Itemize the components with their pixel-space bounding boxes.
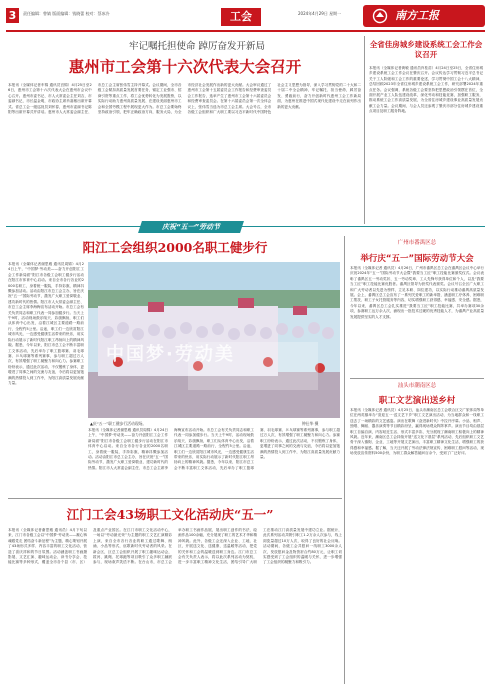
issue-date: 2024年4月29日 星期一 bbox=[298, 11, 342, 16]
sidebar-body: 本报讯（全媒体记者黄敏 通讯员肖桂苗）4月24日至25日，全省住房城乡建设系统工会工作会议在肇庆召开。会议传达学习贯彻习近平总书记关于工人阶级和工会工作的重要论述，学习贯彻中国工会十八大精神，总结回顾2023年全省住房城乡建设系统工会工作，研究部署2024年重点任务。会议强调，系统各级工会要坚持把思想政治引领摆在首位，全面开展产业工人队伍建设改革，深化劳动和技能竞赛，加强职工服务，推动系统工会工作高质量发展，为全省住房城乡建设事业高质量发展贡献工会力量。会议期间，与会人员还参观了肇庆市部分住房城乡建设重点项目及职工服务阵地。 bbox=[369, 66, 483, 114]
article-divider-jiangmen bbox=[8, 498, 342, 499]
lead-headline: 惠州市工会第十六次代表大会召开 bbox=[68, 57, 302, 76]
jiangmen-headline: 江门工会43场职工文化活动庆“五一” bbox=[66, 507, 274, 522]
article-divider bbox=[350, 378, 484, 379]
newspaper-logo-icon bbox=[372, 8, 388, 24]
photo-caption: ▲庆“五一”职工健步行活动现场。 bbox=[90, 421, 147, 426]
editor-credits: 责任编辑：曾婧 版面编辑：钱晓蕾 校对：蔡冰冷 bbox=[23, 11, 110, 16]
lead-subtitle: 牢记嘱托担使命 踔厉奋发开新局 bbox=[128, 41, 266, 52]
column-divider bbox=[364, 36, 365, 224]
guangzhou-kicker: 广州市番禺区总 bbox=[397, 240, 437, 246]
guangzhou-headline: 举行庆“五一”国际劳动节大会 bbox=[360, 254, 474, 264]
banner-text: 庆祝“五一”劳动节 bbox=[161, 223, 221, 231]
rally-photo bbox=[88, 262, 340, 418]
guangzhou-body: 本报讯（全媒体记者 通讯员）4月26日，广州市番禺区总工会在番禺区会议中心举行庆祝2024年“五一”国际劳动节大会暨“我要当工匠”职工技能比赛颁奖仪式。会议表彰了番禺区五一劳动奖状、五一劳动奖章、工人先锋号获得单位和个人，以及“我要当工匠”职工技能比赛优胜者。番禺区领导为获奖代表颁奖。会议号召全区广大职工和广大劳动者以先进为榜样，立足本职、岗位建功，以实际行动推动番禺高质量发展。会上，番禺区总工会宣布了一系列关爱职工的新举措，涵盖职工疗休养、困难职工帮扶、职工子女托管服务等内容，切实增强职工获得感、幸福感、安全感。据悉，今年以来，番禺区总工会扎实推进“我要当工匠”职工技能比赛，共举办赛项30余项，参赛职工达万余人次，涌现出一批技术过硬的优秀技能人才，为番禺产业高质量发展提供坚实的人才支撑。 bbox=[350, 266, 484, 319]
shantou-headline: 职工文艺演出送乡村 bbox=[378, 396, 456, 406]
banner-rule bbox=[6, 226, 485, 227]
shantou-body: 本报讯（全媒体记者 通讯员）4月25日，汕头市潮南区总工会联合区文广旅体局等单位在两英镇举办“喜迎五一·送文艺下乡”职工文艺演出活动，为当地群众和一线职工送去了一场精彩的文艺盛宴。演出在歌舞《奋进新时代》中拉开序幕。小品、相声、独唱、舞蹈、器乐演奏等节目精彩纷呈，赢得现场观众阵阵掌声。演出节目均由基层职工自编自演，内容贴近生活、形式丰富多彩，充分展现了潮南职工积极向上的精神风貌。近年来，潮南区总工会持续开展“送文化下基层”系列活动，先后组织职工文艺骨干深入镇街、企业、工地等开展文艺演出，丰富职工精神文化生活，增强职工的获得感和幸福感。据了解，当天还开展了劳动法律法规宣传、困难职工慰问等活动，现场发放宣传资料500余份，为职工群众解答疑问百余个，受到了广泛好评。 bbox=[350, 408, 484, 456]
jiangmen-body: 本报讯（全媒体记者谢思雅 通讯员）4月下旬以来，江门市各级工会以“中国梦·劳动美——凝心铸魂跟党走 团结奋斗新征程”为主题，精心策划开展了43场形式多样、内容丰富的职工文化活动，营造了喜庆祥和的节日氛围。活动涵盖职工书画摄影展、文艺汇演、趣味运动会、读书分享会、技能比赛等多种形式，覆盖全市各个县（市、区）及重点产业园区。在江门市职工文化活动中心，一场以“劳动最光荣”为主题的职工文艺汇演精彩上演，来自全市各行各业的职工通过歌舞、朗诵、小品等形式，讴歌新时代劳动者的风采。在新会区，区总工会组织开展了职工趣味运动会，拔河、跳绳、托球跑等项目吸引了众多职工踊跃参与，现场欢声笑语不断。在台山市，市总工会举办职工书画作品展，展出职工创作的书法、绘画作品100余幅，充分展现了职工的艺术才华和精神风貌。此外，各级工会还深入企业、工地、社区，开展送文化、送健康、送温暖等活动，把党的关怀和工会的温暖送到职工身边。江门市总工会有关负责人表示，将以此次系列活动为契机，进一步丰富职工精神文化生活，团结引导广大职工在推动江门高质量发展中建功立业。据统计，此次系列活动共吸引职工1.2万余人次参与，线上浏览量超过10万人次，取得了良好的社会反响。活动期间，各级工会共慰问一线职工3000余人次，发放慰问金及物资折合约80万元，让职工切实感受到了工会组织的温暖与关怀，进一步增强了工会组织的凝聚力和吸引力。 bbox=[8, 528, 342, 565]
yangjiang-body: 本报讯（全媒体记者谢思雅 通讯员周锦）4月24日上午，“中国梦·劳动美——奋力开创阳江工会工作新局面”阳江市各级工会职工健步行活动在阳江市体育中心启动。来自全市各行各业的2000名职工，身着统一服装，手持彩旗，精神抖擞参加活动。活动由阳江市总工会主办，旨在庆祝“五一”国际劳动节，激发广大职工爱岗敬业、建功新时代的热情。阳江市人大常委会副主任、市总工会主席李海梅宣布活动开始。市总工会有关负责同志和职工代表一同参加健步行。当天上午9时，活动现场鼓乐喧天、彩旗飘扬，职工们从体育中心出发，沿着江城区主要道路一路前行，全程约5公里。沿途，职工们一边欣赏阳江城市风光，一边感受健康生活带来的快乐，用实际行动展示了新时代阳江职工昂扬向上的精神风貌。据悉，今年以来，阳江市总工会不断丰富职工文体活动，先后举办了职工篮球赛、羽毛球赛、乒乓球赛等系列赛事，参与职工超过万人次，有效增强了职工凝聚力和向心力。参赛职工纷纷表示，通过此次活动，不仅锻炼了身体，更增进了同事之间的交流与友谊，今后将以更加饱满的热情投入到工作中，为阳江高质量发展贡献力量。 bbox=[8, 262, 84, 385]
newspaper-brand: 南方工报 bbox=[395, 9, 439, 22]
shantou-kicker: 汕头市潮南区总 bbox=[397, 383, 437, 389]
photo-overlay-slogan: 中国梦·劳动美 bbox=[106, 344, 235, 365]
lead-body: 本报讯（全媒体记者车锦 通讯员宫锦）4月25日至26日，惠州市工会第十六次代表大会在惠州市会议中心召开。惠州市委书记、市人大常委会主任刘吉，市委副书记、市长温金明，市政协主席肖嘉敏出席开幕式。省总工会一级巡视员刘怀春，惠州市委副书记陈阳等出席开幕式并讲话。惠州市人大常委会副主任、市总工会主席张伟雪主持开幕式。会议期间，全市各级工会紧扣高质量发展首要任务，锚定工业强市、招商引资等重点工作，将工会优势转化为发展胜势，以实际行动助力惠州高质量发展、在建设美丽惠州市工会和全国劳模工程中展现更大作为。市总工会要始终坚持政治引领，把牢正确政治方向，服务大局，为全市经济社会发展作出新的更大贡献。大会审议通过了惠州市工会第十五届委员会工作报告和经费审查委员会工作报告，选举产生了惠州市工会第十六届委员会和经费审查委员会。在第十六届委员会第一次全体会议上，张伟雪当选为市总工会主席。大会号召，全市各级工会组织和广大职工要以习近平新时代中国特色社会主义思想为指导，深入学习贯彻党的二十大和二十届二中全会精神，牢记嘱托、担当使命，踔厉奋发、勇毅前行，奋力开创新时代惠州工会工作新局面，为惠州在推进中国式现代化建设中走在前列作出新的更大贡献。 bbox=[8, 83, 361, 115]
section-label: 工会 bbox=[221, 8, 261, 26]
column-divider-right bbox=[344, 236, 345, 684]
yangjiang-body-cont: 本报讯（全媒体记者谢思雅 通讯员周锦）4月24日上午，“中国梦·劳动美——奋力开创阳江工会工作新局面”阳江市各级工会职工健步行活动在阳江市体育中心启动。来自全市各行各业的2000名职工，身着统一服装，手持彩旗，精神抖擞参加活动。活动由阳江市总工会主办，旨在庆祝“五一”国际劳动节，激发广大职工爱岗敬业、建功新时代的热情。阳江市人大常委会副主任、市总工会主席李海梅宣布活动开始。市总工会有关负责同志和职工代表一同参加健步行。当天上午9时，活动现场鼓乐喧天、彩旗飘扬，职工们从体育中心出发，沿着江城区主要道路一路前行，全程约5公里。沿途，职工们一边欣赏阳江城市风光，一边感受健康生活带来的快乐，用实际行动展示了新时代阳江职工昂扬向上的精神风貌。据悉，今年以来，阳江市总工会不断丰富职工文体活动，先后举办了职工篮球赛、羽毛球赛、乒乓球赛等系列赛事，参与职工超过万人次，有效增强了职工凝聚力和向心力。参赛职工纷纷表示，通过此次活动，不仅锻炼了身体，更增进了同事之间的交流与友谊，今后将以更加饱满的热情投入到工作中，为阳江高质量发展贡献力量。 bbox=[88, 428, 340, 470]
photo-credit: 钟仕华 摄 bbox=[302, 421, 319, 426]
sidebar-headline: 全省佳房城乡建设系统工会工作会议召开 bbox=[369, 40, 483, 59]
yangjiang-headline: 阳江工会组织2000名职工健步行 bbox=[82, 240, 268, 255]
header-rule bbox=[6, 30, 485, 32]
page-number: 3 bbox=[6, 8, 19, 23]
page-header bbox=[0, 0, 490, 30]
